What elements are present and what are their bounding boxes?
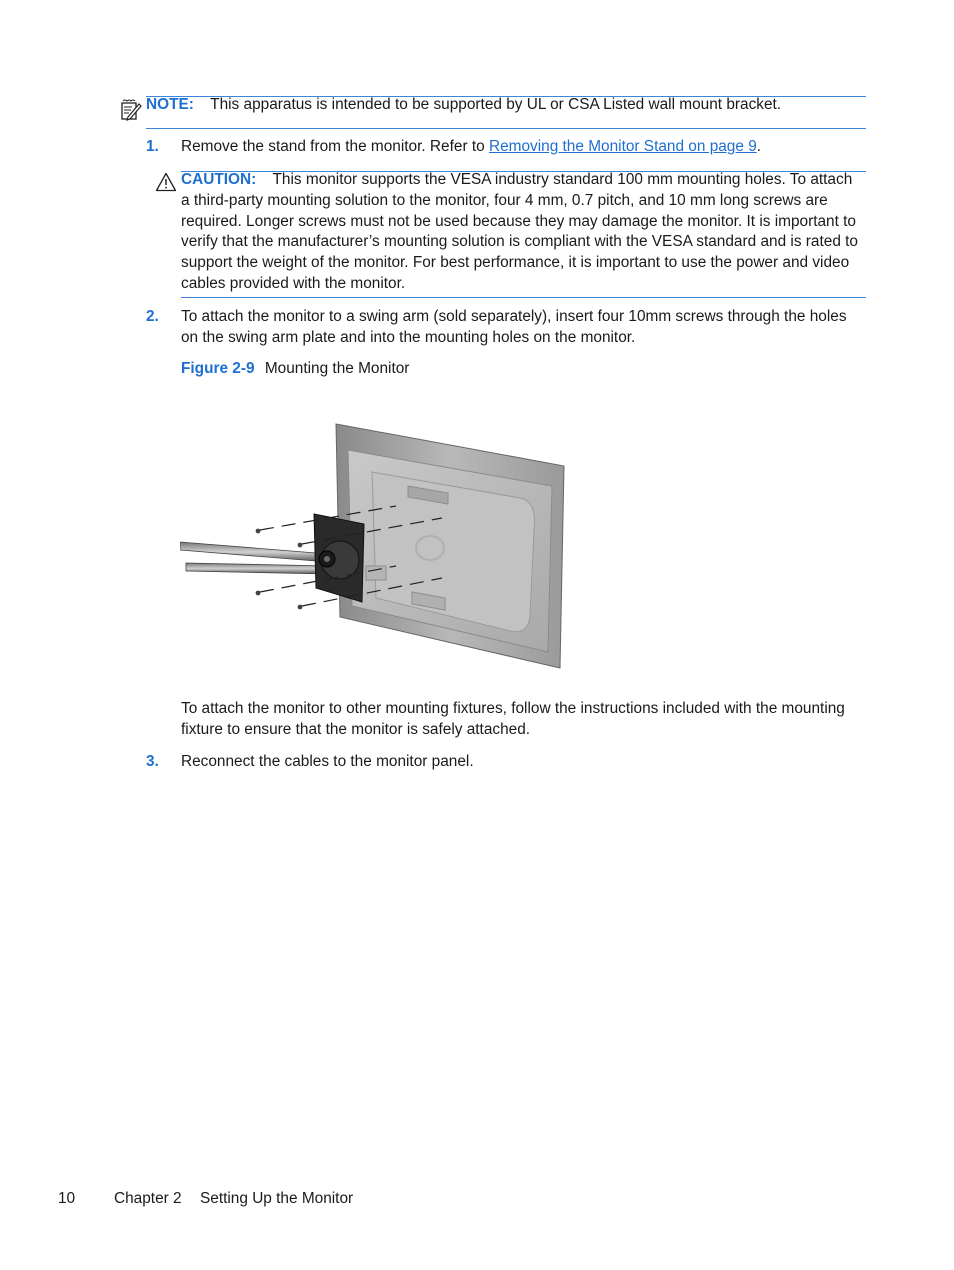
- figure-title: Mounting the Monitor: [264, 360, 410, 377]
- warning-triangle-icon: [155, 172, 177, 192]
- figure-label: Figure 2-9: [181, 360, 255, 377]
- step-1-number: 1.: [146, 138, 159, 155]
- caution-bottom-rule: [181, 297, 866, 298]
- step-2-text: To attach the monitor to a swing arm (sold separately), insert four 10mm screws through the holes on the swing arm plate and into the mounting holes on the monitor.: [181, 308, 847, 346]
- note-label: NOTE:: [146, 96, 194, 113]
- note-line: [146, 95, 866, 116]
- step-3-number: 3.: [146, 753, 159, 770]
- other-fixtures-text: To attach the monitor to other mounting fixtures, follow the instructions included with the mounting fixture to ensure that the monitor is safely attached.: [181, 700, 845, 738]
- figure-caption: [181, 359, 863, 380]
- page-number: 10: [58, 1190, 76, 1207]
- monitor-mounting-illustration: [180, 420, 570, 675]
- footer-chapter: Chapter 2: [114, 1190, 182, 1207]
- note-icon: [120, 98, 142, 122]
- step-3-text: Reconnect the cables to the monitor panel.: [181, 753, 474, 770]
- caution-body: This monitor supports the VESA industry standard 100 mm mounting holes. To attach a third-party mounting solution to the monitor, four 4 mm, 0.7 pitch, and 10 mm long screws are required. Longer screws must not be used because they may damage the monitor. It is important to verify that the manufacturer’s mounting solution is compliant with the VESA standard and is rated to support the weight of the monitor. For best performance, it is important to use the power and video cables provided with the monitor.: [181, 171, 858, 292]
- step-1-text: [181, 137, 863, 158]
- step-1-text-before: Remove the stand from the monitor. Refer to: [181, 138, 489, 155]
- caution-label: CAUTION:: [181, 171, 257, 188]
- step-1-text-after: .: [756, 138, 762, 155]
- note-bottom-rule: [146, 128, 866, 129]
- removing-stand-link[interactable]: Removing the Monitor Stand on page 9: [488, 138, 757, 155]
- step-2-number: 2.: [146, 308, 159, 325]
- footer-chapter-title: Setting Up the Monitor: [200, 1190, 354, 1207]
- caution-text: [181, 170, 861, 295]
- note-text: This apparatus is intended to be supported by UL or CSA Listed wall mount bracket.: [210, 96, 782, 113]
